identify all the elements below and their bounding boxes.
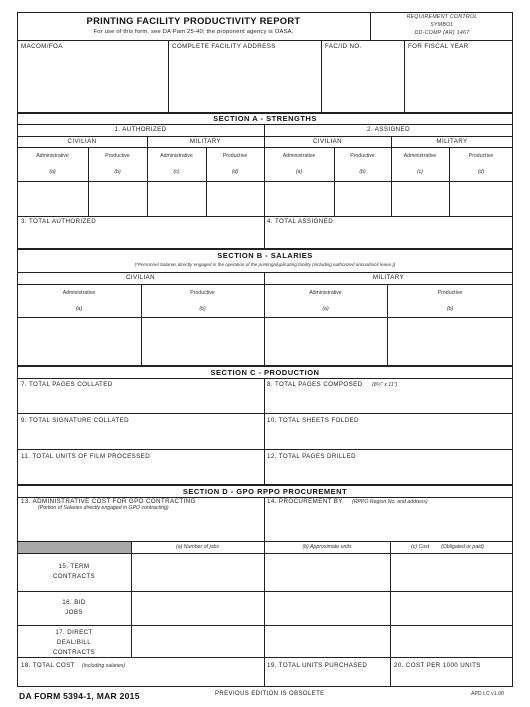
req-control-code: DD-COMP (AR) 1467 [414, 30, 470, 36]
salary-mil-prod-input[interactable] [388, 318, 512, 365]
col-letter: (a) [322, 306, 329, 312]
col-label: Productive [468, 153, 494, 159]
assigned-heading: 2. ASSIGNED [367, 126, 410, 133]
direct-cost-input[interactable] [391, 626, 512, 657]
col-letter: (d) [231, 169, 239, 175]
col-label: Administrative [403, 153, 437, 159]
col-label: Productive [222, 153, 248, 159]
col-label: Productive [190, 290, 215, 296]
assigned-mil-prod-input[interactable] [450, 182, 512, 216]
col-label: Administrative [62, 290, 96, 296]
apd-version: APD LC v1.00 [471, 691, 504, 697]
col-letter: (d) [477, 169, 485, 175]
item7-label: 7. TOTAL PAGES COLLATED [21, 381, 113, 388]
bid-jobs-input[interactable] [132, 592, 264, 625]
col-letter: (a) [49, 169, 56, 175]
b-mil-heading: MILITARY [372, 274, 405, 281]
col-label: Productive [437, 290, 463, 296]
fiscal-year-field[interactable] [405, 41, 512, 112]
facility-address-field[interactable] [169, 41, 321, 112]
item13-label: 13. ADMINISTRATIVE COST FOR GPO CONTRACTING [21, 498, 196, 505]
item14-label: 14. PROCUREMENT BY [267, 498, 343, 505]
section-b-note: (*Personnel Salaries directly engaged in the operation of the printing/duplicating facility (including authorized annual/sick leave.)) [134, 262, 396, 267]
item18-label: 18. TOTAL COST [21, 662, 75, 669]
section-c-title: SECTION C - PRODUCTION [210, 368, 320, 377]
bid-units-input[interactable] [265, 592, 390, 625]
item9-label: 9. TOTAL SIGNATURE COLLATED [21, 417, 129, 424]
col-b-header: (b) Approximate units [302, 544, 352, 550]
row16-label-2: JOBS [65, 609, 83, 616]
facid-field[interactable] [322, 41, 404, 112]
col-letter: (c) [173, 169, 180, 175]
row17-label-2: DEAL/BILL [56, 639, 92, 646]
item12-label: 12. TOTAL PAGES DRILLED [267, 453, 356, 460]
col-letter: (b) [199, 306, 206, 312]
item11-label: 11. TOTAL UNITS OF FILM PROCESSED [21, 453, 151, 460]
col-letter: (a) [295, 169, 303, 175]
form-title: PRINTING FACILITY PRODUCTIVITY REPORT [86, 15, 301, 26]
col-c-header: (c) Cost [411, 544, 430, 550]
col-label: Administrative [160, 153, 193, 159]
item20-label: 20. COST PER 1000 UNITS [394, 662, 481, 669]
authorized-civ-admin-input[interactable] [18, 182, 88, 216]
authorized-civ-prod-input[interactable] [89, 182, 147, 216]
col-label: Productive [105, 153, 130, 159]
col-letter: (b) [359, 169, 366, 175]
macom-field[interactable] [18, 41, 168, 112]
authorized-mil-prod-input[interactable] [207, 182, 264, 216]
salary-civ-prod-input[interactable] [142, 318, 264, 365]
term-cost-input[interactable] [391, 554, 512, 591]
col-letter: (c) [416, 169, 424, 175]
b-civilian-heading: CIVILIAN [313, 138, 342, 145]
authorized-mil-admin-input[interactable] [148, 182, 206, 216]
form-id: DA FORM 5394-1, MAR 2015 [19, 691, 140, 701]
col-label: Administrative [282, 153, 316, 159]
col-label: Productive [350, 153, 375, 159]
col-letter: (b) [114, 169, 121, 175]
col-letter: (a) [75, 306, 83, 312]
a-civilian-heading: CIVILIAN [67, 138, 97, 145]
col-c-note: (Obligated or paid) [441, 544, 484, 550]
bid-cost-input[interactable] [391, 592, 512, 625]
shaded-header-cell [18, 542, 131, 553]
direct-jobs-input[interactable] [132, 626, 264, 657]
row17-label-3: CONTRACTS [52, 649, 96, 656]
a-military-heading: MILITARY [189, 138, 222, 145]
assigned-civ-prod-input[interactable] [335, 182, 391, 216]
term-units-input[interactable] [265, 554, 390, 591]
item18-note: (including salaries) [82, 663, 126, 669]
facid-label: FAC/ID NO. [325, 43, 362, 50]
b-civ-heading: CIVILIAN [126, 274, 155, 281]
item14-note: (RPPO Region No. and address) [352, 499, 428, 505]
authorized-heading: 1. AUTHORIZED [114, 126, 167, 133]
col-label: Administrative [36, 153, 69, 159]
col-a-header: (a) Number of jobs [176, 544, 219, 550]
row17-label-1: 17. DIRECT [55, 629, 93, 636]
row15-label-2: CONTRACTS [52, 573, 96, 580]
item19-label: 19. TOTAL UNITS PURCHASED [267, 662, 368, 669]
assigned-civ-admin-input[interactable] [265, 182, 334, 216]
item8-label: 8. TOTAL PAGES COMPOSED [267, 381, 363, 388]
term-jobs-input[interactable] [132, 554, 264, 591]
macom-label: MACOM/FOA [21, 43, 63, 50]
col-letter: (b) [446, 306, 454, 312]
row16-label-1: 16. BID [62, 599, 86, 606]
total-assigned-label: 4. TOTAL ASSIGNED [267, 218, 334, 225]
salary-civ-admin-input[interactable] [18, 318, 141, 365]
item8-note: (8½" x 11") [372, 382, 398, 388]
req-control-label: REQUIREMENT CONTROL [406, 14, 478, 20]
direct-units-input[interactable] [265, 626, 390, 657]
address-label: COMPLETE FACILITY ADDRESS [172, 43, 276, 50]
req-control-symbol: SYMBOL [430, 22, 454, 28]
item10-label: 10. TOTAL SHEETS FOLDED [267, 417, 359, 424]
fiscal-year-label: FOR FISCAL YEAR [408, 43, 469, 50]
section-d-title: SECTION D - GPO RPPO PROCUREMENT [182, 487, 348, 496]
item13-note: (Portion of Salaries directly engaged in GPO contracting) [38, 505, 169, 511]
col-label: Administrative [309, 290, 342, 296]
salary-mil-admin-input[interactable] [265, 318, 387, 365]
section-a-title: SECTION A - STRENGTHS [213, 114, 317, 123]
row15-label-1: 15. TERM [58, 563, 90, 570]
b-military-heading: MILITARY [436, 138, 468, 145]
section-b-title: SECTION B - SALARIES [217, 251, 313, 260]
assigned-mil-admin-input[interactable] [392, 182, 449, 216]
form-subtitle: For use of this form, see DA Pam 25-40; the proponent agency is OASA. [93, 29, 294, 35]
previous-edition: PREVIOUS EDITION IS OBSOLETE [215, 691, 325, 697]
total-authorized-label: 3. TOTAL AUTHORIZED [21, 218, 97, 225]
